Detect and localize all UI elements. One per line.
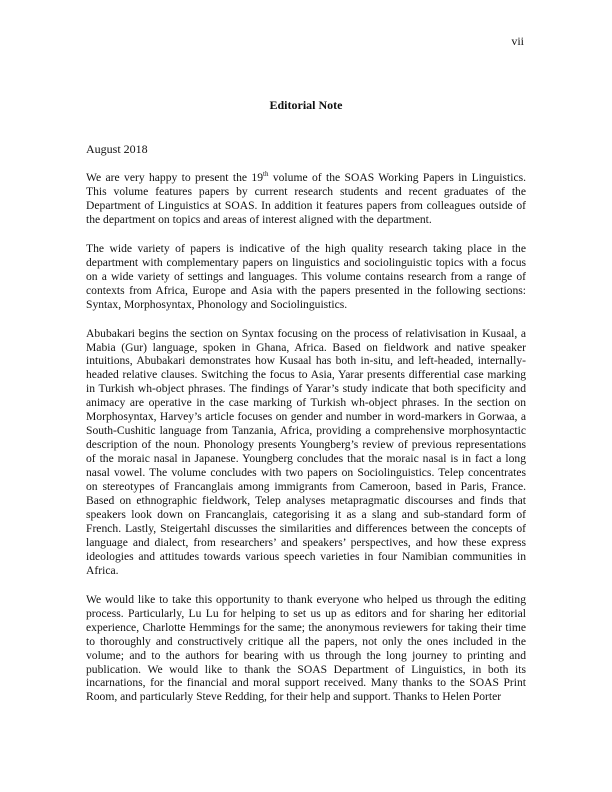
paragraph-1-start: We are very happy to present the 19 xyxy=(86,171,264,184)
paragraph-2: The wide variety of papers is indicative of the high quality research taking place in the department with complementary papers on linguistics and sociolinguistic topics with a focus on a wide variety of settings and languages. This volume contains research from a range of contexts from Africa, Europe and Asia with the papers presented in the following sections: Syntax, Morphosyntax, Phonology and Sociolinguistics. xyxy=(86,241,526,311)
page-title: Editorial Note xyxy=(269,98,343,112)
paragraph-1 xyxy=(86,171,526,227)
page-number: vii xyxy=(511,34,524,48)
date: August 2018 xyxy=(86,142,148,156)
body-text xyxy=(86,171,526,719)
paragraph-3: Abubakari begins the section on Syntax focusing on the process of relativisation in Kusaal, a Mabia (Gur) language, spoken in Ghana, Africa. Based on fieldwork and native speaker intuitions, Abubakari demonstrates how Kusaal has both in-situ, and left-headed, internally-headed relative clauses. Switching the focus to Asia, Yarar presents differential case marking in Turkish wh-object phrases. The findings of Yarar’s study indicate that both specificity and animacy are operative in the case marking of Turkish wh-object phrases. In the section on Morphosyntax, Harvey’s article focuses on gender and number in word-markers in Gorwaa, a South-Cushitic language from Tanzania, Africa, providing a comprehensive morphosyntactic description of the noun. Phonology presents Youngberg’s review of previous representations of the moraic nasal in Japanese. Youngberg concludes that the moraic nasal is in fact a long nasal vowel. The volume concludes with two papers on Sociolinguistics. Telep concentrates on stereotypes of Francanglais among immigrants from Cameroon, based in Paris, France. Based on ethnographic fieldwork, Telep analyses metapragmatic discourses and finds that speakers look down on Francanglais, categorising it as a slang and sub-standard form of French. Lastly, Steigertahl discusses the similarities and differences between the concepts of language and dialect, from researchers’ and speakers’ perspectives, and how these express ideologies and attitudes towards various speech varieties in four Namibian communities in Africa. xyxy=(86,326,526,577)
paragraph-1-rest: volume of the SOAS Working Papers in Linguistics. This volume features papers by current research students and recent graduates of the Department of Linguistics at SOAS. In addition it features papers from colleagues outside of the department on topics and areas of interest aligned with the department. xyxy=(86,171,526,226)
superscript: th xyxy=(263,170,269,179)
paragraph-4: We would like to take this opportunity to thank everyone who helped us through the editing process. Particularly, Lu Lu for helping to set us up as editors and for sharing her editorial experience, Charlotte Hemmings for the same; the anonymous reviewers for taking their time to thoroughly and constructively critique all the papers, not only the ones included in the volume; and to the authors for bearing with us through the long journey to printing and publication. We would like to thank the SOAS Department of Linguistics, in both its incarnations, for the financial and moral support received. Many thanks to the SOAS Print Room, and particularly Steve Redding, for their help and support. Thanks to Helen Porter xyxy=(86,592,526,704)
